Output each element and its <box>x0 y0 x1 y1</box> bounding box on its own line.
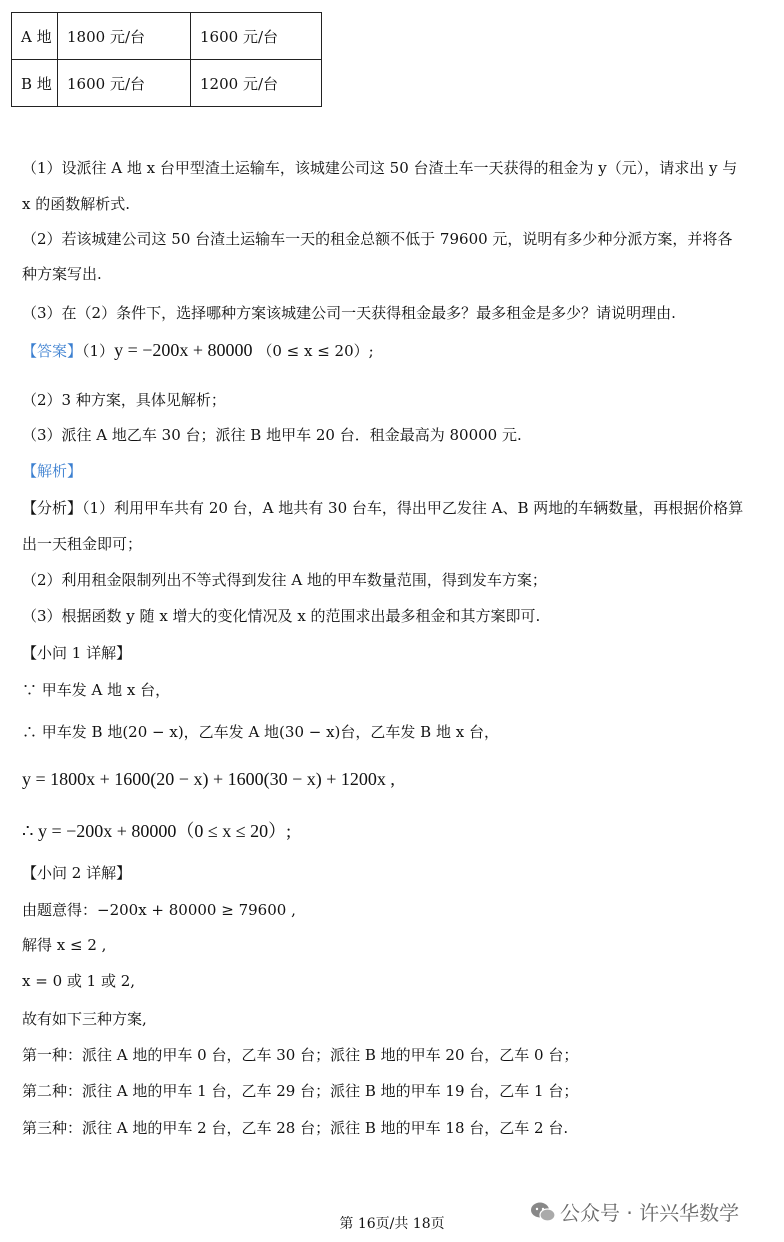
sub1-formula: y = 1800x + 1600(20 − x) + 1600(30 − x) + 1200x , <box>22 769 395 789</box>
answer-1-formula: y = −200x + 80000 <box>114 340 253 360</box>
answer-1-range: （0 ≤ x ≤ 20）; <box>257 342 374 360</box>
sub2-line-4: 故有如下三种方案, <box>22 1010 147 1028</box>
answer-line-2: （2）3 种方案，具体见解析； <box>22 391 226 409</box>
question-1-line-2: x 的函数解析式. <box>22 195 130 213</box>
analysis-line-3: （2）利用租金限制列出不等式得到发往 A 地的甲车数量范围，得到发车方案； <box>22 571 547 589</box>
analysis-tag: 【解析】 <box>22 462 83 480</box>
table-cell: 1200 元/台 <box>191 60 322 107</box>
table-row <box>12 13 322 60</box>
sub2-line-6: 第二种：派往 A 地的甲车 1 台，乙车 29 台；派往 B 地的甲车 19 台，乙车 1 台； <box>22 1082 579 1100</box>
analysis-line-4: （3）根据函数 y 随 x 增大的变化情况及 x 的范围求出最多租金和其方案即可. <box>22 607 541 625</box>
table-row <box>12 60 322 107</box>
table-cell: B 地 <box>12 60 58 107</box>
sub1-line-1: ∵ 甲车发 A 地 x 台， <box>22 681 171 699</box>
sub2-line-5: 第一种：派往 A 地的甲车 0 台，乙车 30 台；派往 B 地的甲车 20 台，乙车 0 台； <box>22 1046 579 1064</box>
watermark-text: 公众号 · 许兴华数学 <box>560 1201 740 1225</box>
sub1-title: 【小问 1 详解】 <box>22 644 132 662</box>
sub2-line-7: 第三种：派往 A 地的甲车 2 台，乙车 28 台；派往 B 地的甲车 18 台，乙车 2 台. <box>22 1119 569 1137</box>
price-table <box>11 12 322 107</box>
analysis-line-1: 【分析】（1）利用甲车共有 20 台，A 地共有 30 台车，得出甲乙发往 A、B 两地的车辆数量，再根据价格算 <box>22 499 744 517</box>
sub2-title: 【小问 2 详解】 <box>22 864 132 882</box>
question-3: （3）在（2）条件下，选择哪种方案该城建公司一天获得租金最多？最多租金是多少？请说明理由. <box>22 304 676 322</box>
answer-1-prefix: （1） <box>82 342 115 360</box>
table-cell: A 地 <box>12 13 58 60</box>
sub1-result: ∴ y = −200x + 80000（0 ≤ x ≤ 20）; <box>22 821 292 841</box>
table-cell: 1600 元/台 <box>58 60 191 107</box>
question-1-line-1: （1）设派往 A 地 x 台甲型渣土运输车，该城建公司这 50 台渣土车一天获得的租金为 y（元），请求出 y 与 <box>22 159 738 177</box>
table-cell: 1600 元/台 <box>191 13 322 60</box>
answer-tag: 【答案】 <box>22 342 83 360</box>
analysis-line-2: 出一天租金即可； <box>22 535 143 553</box>
sub2-line-3: x = 0 或 1 或 2, <box>22 972 136 990</box>
sub2-line-1: 由题意得：−200x + 80000 ≥ 79600 , <box>22 901 296 919</box>
sub2-line-2: 解得 x ≤ 2 , <box>22 936 107 954</box>
answer-line-3: （3）派往 A 地乙车 30 台；派往 B 地甲车 20 台．租金最高为 80000 元. <box>22 426 522 444</box>
table-cell: 1800 元/台 <box>58 13 191 60</box>
answer-line-1 <box>22 340 374 361</box>
question-2-line-1: （2）若该城建公司这 50 台渣土运输车一天的租金总额不低于 79600 元，说明有多少种分派方案，并将各 <box>22 230 733 248</box>
wechat-icon <box>530 1201 556 1228</box>
question-2-line-2: 种方案写出. <box>22 265 102 283</box>
page-number: 第 16页/共 18页 <box>339 1216 445 1232</box>
watermark <box>530 1197 739 1228</box>
sub1-line-2: ∴ 甲车发 B 地(20 − x)，乙车发 A 地(30 − x)台，乙车发 B 地 x 台， <box>22 723 499 741</box>
